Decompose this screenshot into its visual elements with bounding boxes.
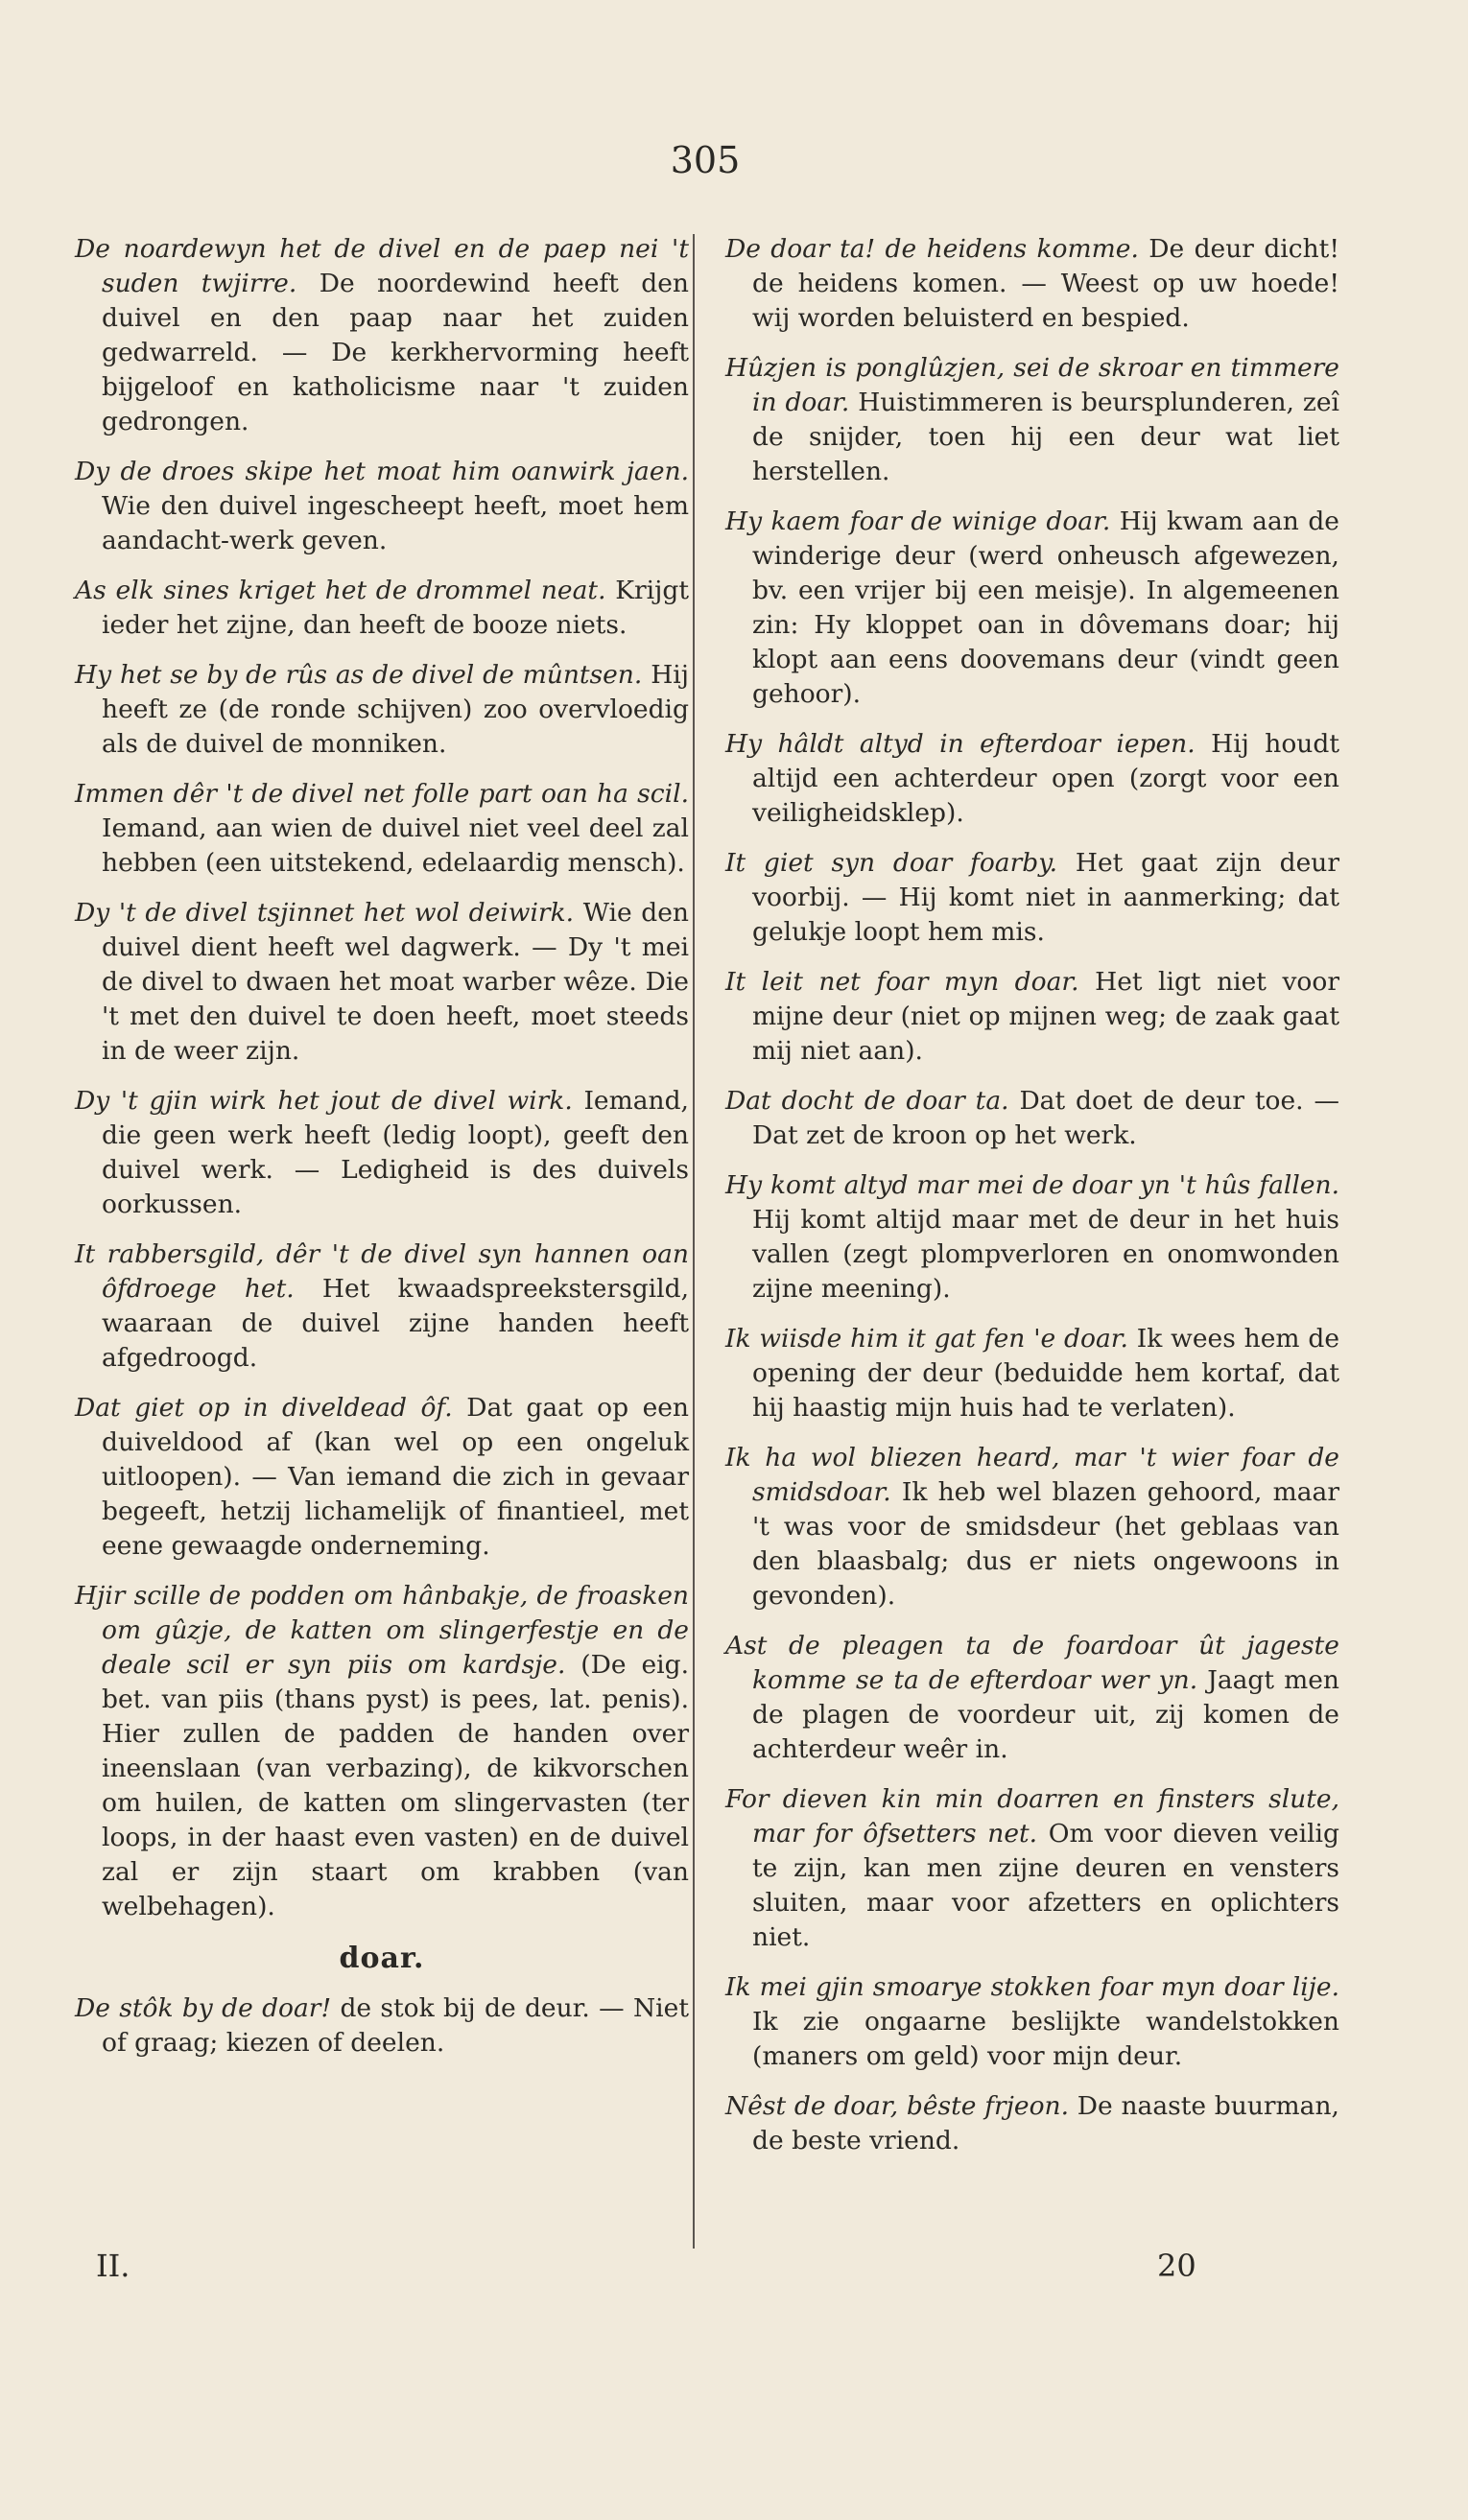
proverb-entry [725,1322,1339,1425]
proverb-phrase: Dy 't gjin wirk het jout de divel wirk. [75,1086,573,1116]
proverb-entry [725,1441,1339,1613]
proverb-entry [75,1579,689,1924]
proverb-phrase: De stôk by de doar! [75,1993,332,2023]
proverb-entry [725,846,1339,950]
proverb-gloss: De noordewind heeft den duivel en den paap naar het zuiden gedwarreld. — De kerkhervorming heeft bijgeloof en katholicisme naar 't zuiden gedrongen. [102,269,689,436]
proverb-gloss: Dat gaat op een duiveldood af (kan wel op een ongeluk uitloopen). — Van iemand die zich in gevaar begeeft, hetzij lichamelijk of finantieel, met eene gewaagde onderneming. [102,1393,690,1561]
proverb-entry [75,1084,689,1222]
proverb-entry [725,1168,1339,1307]
proverb-phrase: Ast de pleagen ta de foardoar ût jageste komme se ta de efterdoar wer yn. [725,1631,1339,1695]
proverb-gloss: Hij heeft ze (de ronde schijven) zoo overvloedig als de duivel de monniken. [102,660,689,759]
proverb-phrase: Ik mei gjin smoarye stokken foar myn doar lije. [725,1972,1339,2002]
proverb-gloss: de stok bij de deur. — Niet of graag; kiezen of deelen. [102,1993,689,2058]
right-entries [725,232,1339,2158]
proverb-phrase: It rabbersgild, dêr 't de divel syn hannen oan ôfdroege het. [75,1239,689,1304]
proverb-entry [725,727,1339,831]
proverb-phrase: Hy hâldt altyd in efterdoar iepen. [725,729,1196,759]
proverb-phrase: Hy kaem foar de winige doar. [725,506,1111,536]
proverb-gloss: (De eig. bet. van piis (thans pyst) is pees, lat. penis). Hier zullen de padden de handen over ineenslaan (van verbazing), de kikvorschen om huilen, de katten om slingervasten (ter loops, in der haast even vasten) en de duivel zal er zijn staart om krabben (van welbehagen). [102,1650,689,1921]
proverb-gloss: Iemand, die geen werk heeft (ledig loopt), geeft den duivel werk. — Ledigheid is des duivels oorkussen. [102,1086,689,1219]
proverb-entry [75,1991,689,2061]
proverb-gloss: Hij houdt altijd een achterdeur open (zorgt voor een veiligheidsklep). [752,729,1339,828]
proverb-entry [725,505,1339,712]
proverb-entry [75,1391,689,1564]
proverb-entry [75,455,689,558]
proverb-phrase: It giet syn doar foarby. [725,848,1058,878]
proverb-entry [725,965,1339,1069]
column-divider [693,234,695,2249]
proverb-entry [75,658,689,762]
proverb-phrase: Dat giet op in diveldead ôf. [75,1393,453,1423]
proverb-entry [75,574,689,643]
proverb-entry [725,1970,1339,2074]
proverb-gloss: Ik heb wel blazen gehoord, maar 't was voor de smidsdeur (het geblaas van den blaasbalg; dus er niets ongewoons in gevonden). [752,1477,1339,1611]
proverb-entry [75,896,689,1069]
proverb-phrase: Hy komt altyd mar mei de doar yn 't hûs fallen. [725,1170,1339,1200]
proverb-gloss: Ik zie ongaarne beslijkte wandelstokken (maners om geld) voor mijn deur. [752,2007,1339,2071]
proverb-phrase: Ik wiisde him it gat fen 'e doar. [725,1324,1128,1354]
proverb-phrase: For dieven kin min doarren en finsters slute, mar for ôfsetters net. [725,1784,1339,1849]
proverb-phrase: Nêst de doar, bêste frjeon. [725,2091,1070,2121]
proverb-gloss: Het kwaadspreekstersgild, waaraan de duivel zijne handen heeft afgedroogd. [102,1274,689,1373]
proverb-gloss: Om voor dieven veilig te zijn, kan men zijne deuren en vensters sluiten, maar voor afzetters en oplichters niet. [752,1819,1339,1952]
proverb-phrase: It leit net foar myn doar. [725,967,1079,997]
left-entries [75,232,689,1924]
proverb-entry [725,1084,1339,1153]
proverb-gloss: Iemand, aan wien de duivel niet veel deel zal hebben (een uitstekend, edelaardig mensch). [102,813,689,878]
proverb-gloss: Krijgt ieder het zijne, dan heeft de booze niets. [102,576,689,640]
proverb-gloss: Wie den duivel dient heeft wel dagwerk. — Dy 't mei de divel to dwaen het moat warber wêze. Die 't met den duivel te doen heeft, moet steeds in de weer zijn. [102,898,689,1066]
proverb-entry [725,232,1339,336]
sheet-number: 20 [1157,2248,1196,2284]
proverb-phrase: De doar ta! de heidens komme. [725,234,1139,264]
left-column [75,232,689,2076]
proverb-gloss: De deur dicht! de heidens komen. — Weest op uw hoede! wij worden beluisterd en bespied. [752,234,1339,333]
proverb-gloss: Het ligt niet voor mijne deur (niet op mijnen weg; de zaak gaat mij niet aan). [752,967,1339,1066]
proverb-entry [725,1629,1339,1767]
proverb-gloss: Dat doet de deur toe. — Dat zet de kroon op het werk. [752,1086,1339,1150]
proverb-phrase: Dat docht de doar ta. [725,1086,1009,1116]
proverb-phrase: De noardewyn het de divel en de paep nei 't suden twjirre. [75,234,689,298]
left-after-heading-entries [75,1991,689,2061]
proverb-phrase: Immen dêr 't de divel net folle part oan ha scil. [75,779,689,809]
proverb-entry [725,351,1339,489]
right-column [725,232,1339,2174]
proverb-phrase: Ik ha wol bliezen heard, mar 't wier foar de smidsdoar. [725,1443,1339,1507]
proverb-gloss: Huistimmeren is beursplunderen, zeî de snijder, toen hij een deur wat liet herstellen. [752,388,1339,486]
proverb-gloss: De naaste buurman, de beste vriend. [752,2091,1339,2155]
proverb-entry [75,777,689,881]
proverb-phrase: As elk sines kriget het de drommel neat. [75,576,606,605]
proverb-gloss: Het gaat zijn deur voorbij. — Hij komt niet in aanmerking; dat gelukje loopt hem mis. [752,848,1339,947]
signature-mark: II. [96,2248,130,2284]
proverb-phrase: Hjir scille de podden om hânbakje, de froasken om gûzje, de katten om slingerfestje en de deale scil er syn piis om kardsje. [75,1581,689,1680]
page-number: 305 [670,139,741,181]
proverb-entry [75,232,689,439]
proverb-gloss: Ik wees hem de opening der deur (beduidde hem kortaf, dat hij haastig mijn huis had te verlaten). [752,1324,1340,1423]
proverb-entry [725,1782,1339,1955]
proverb-phrase: Hûzjen is ponglûzjen, sei de skroar en timmere in doar. [725,353,1339,417]
proverb-phrase: Hy het se by de rûs as de divel de mûntsen. [75,660,643,690]
proverb-entry [75,1237,689,1376]
proverb-entry [725,2089,1339,2158]
proverb-phrase: Dy 't de divel tsjinnet het wol deiwirk. [75,898,575,928]
proverb-phrase: Dy de droes skipe het moat him oanwirk jaen. [75,457,689,486]
proverb-gloss: Hij kwam aan de winderige deur (werd onheusch afgewezen, bv. een vrijer bij een meisje). In algemeenen zin: Hy kloppet oan in dôvemans doar; hij klopt aan eens doovemans deur (vindt geen gehoor). [752,506,1339,709]
proverb-gloss: Hij komt altijd maar met de deur in het huis vallen (zegt plompverloren en onomwonden zijne meening). [752,1205,1339,1304]
section-heading: doar. [339,1942,425,1975]
proverb-gloss: Jaagt men de plagen de voordeur uit, zij komen de achterdeur weêr in. [752,1665,1339,1764]
proverb-gloss: Wie den duivel ingescheept heeft, moet hem aandacht-werk geven. [102,491,689,555]
